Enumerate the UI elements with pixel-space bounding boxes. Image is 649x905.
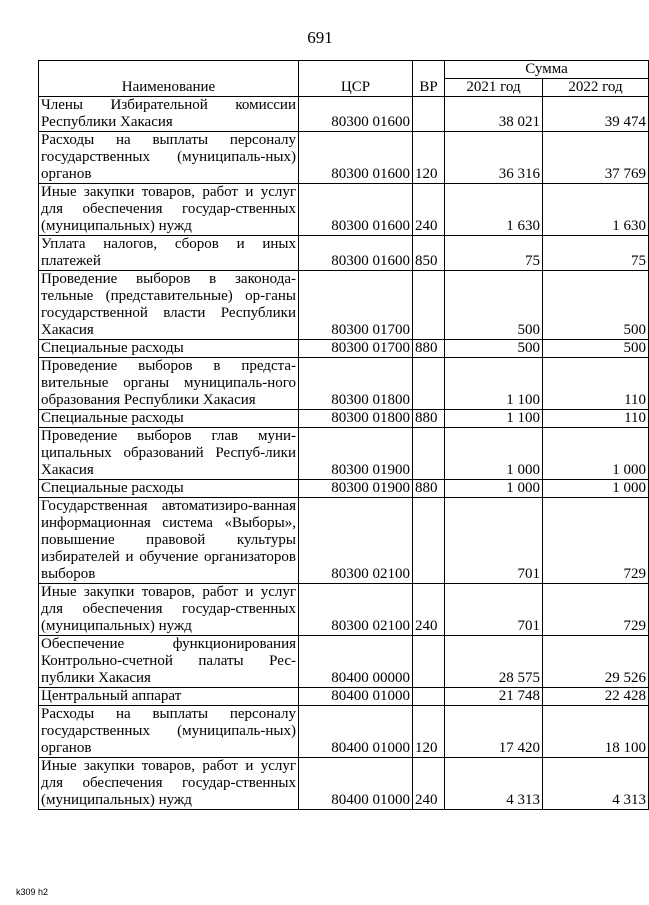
table-row xyxy=(39,236,649,271)
budget-table xyxy=(38,60,649,810)
row-amount-2022: 110 xyxy=(543,410,649,428)
row-amount-2022: 1 630 xyxy=(543,184,649,236)
row-amount-2022: 729 xyxy=(543,498,649,584)
table-row xyxy=(39,271,649,340)
row-name: Иные закупки товаров, работ и услуг для обеспечения государ-ственных (муниципальных) нужд xyxy=(39,584,299,636)
row-vr: 240 xyxy=(413,758,445,810)
table-body xyxy=(39,97,649,810)
row-amount-2022: 500 xyxy=(543,271,649,340)
row-vr xyxy=(413,271,445,340)
table-row xyxy=(39,132,649,184)
row-csr: 80400 01000 xyxy=(299,706,413,758)
row-amount-2021: 1 100 xyxy=(445,410,543,428)
row-name: Обеспечение функционирования Контрольно-счетной палаты Рес-публики Хакасия xyxy=(39,636,299,688)
row-amount-2021: 38 021 xyxy=(445,97,543,132)
row-csr: 80400 01000 xyxy=(299,758,413,810)
row-csr: 80300 01600 xyxy=(299,97,413,132)
row-name: Специальные расходы xyxy=(39,340,299,358)
row-csr: 80400 00000 xyxy=(299,636,413,688)
row-name: Проведение выборов в законода-тельные (представительные) ор-ганы государственной власти Республики Хакасия xyxy=(39,271,299,340)
row-vr xyxy=(413,688,445,706)
row-amount-2021: 1 100 xyxy=(445,358,543,410)
row-amount-2021: 1 000 xyxy=(445,428,543,480)
table-row xyxy=(39,410,649,428)
row-vr: 120 xyxy=(413,132,445,184)
row-vr: 880 xyxy=(413,410,445,428)
row-vr: 240 xyxy=(413,184,445,236)
row-csr: 80300 01600 xyxy=(299,236,413,271)
row-csr: 80300 01800 xyxy=(299,358,413,410)
row-amount-2022: 500 xyxy=(543,340,649,358)
row-amount-2022: 110 xyxy=(543,358,649,410)
row-amount-2021: 500 xyxy=(445,271,543,340)
row-csr: 80300 01700 xyxy=(299,271,413,340)
row-amount-2021: 36 316 xyxy=(445,132,543,184)
row-name: Государственная автоматизиро-ванная информационная система «Выборы», повышение правовой культуры избирателей и обучение организаторов выборов xyxy=(39,498,299,584)
row-amount-2021: 1 000 xyxy=(445,480,543,498)
row-vr: 240 xyxy=(413,584,445,636)
row-csr: 80400 01000 xyxy=(299,688,413,706)
table-row xyxy=(39,688,649,706)
row-amount-2021: 28 575 xyxy=(445,636,543,688)
row-amount-2021: 701 xyxy=(445,584,543,636)
row-csr: 80300 01700 xyxy=(299,340,413,358)
table-row xyxy=(39,636,649,688)
row-csr: 80300 01900 xyxy=(299,480,413,498)
row-csr: 80300 01600 xyxy=(299,184,413,236)
row-vr xyxy=(413,97,445,132)
table-row xyxy=(39,584,649,636)
row-vr xyxy=(413,428,445,480)
row-vr xyxy=(413,498,445,584)
row-name: Члены Избирательной комиссии Республики Хакасия xyxy=(39,97,299,132)
row-amount-2021: 17 420 xyxy=(445,706,543,758)
row-name: Проведение выборов глав муни-ципальных образований Респуб-лики Хакасия xyxy=(39,428,299,480)
row-name: Иные закупки товаров, работ и услуг для обеспечения государ-ственных (муниципальных) нужд xyxy=(39,758,299,810)
row-amount-2022: 729 xyxy=(543,584,649,636)
row-name: Иные закупки товаров, работ и услуг для обеспечения государ-ственных (муниципальных) нужд xyxy=(39,184,299,236)
row-name: Проведение выборов в предста-вительные органы муниципаль-ного образования Республики Хакасия xyxy=(39,358,299,410)
row-amount-2022: 39 474 xyxy=(543,97,649,132)
header-vr: ВР xyxy=(413,61,445,97)
table-row xyxy=(39,498,649,584)
row-vr: 120 xyxy=(413,706,445,758)
row-vr: 850 xyxy=(413,236,445,271)
row-amount-2022: 37 769 xyxy=(543,132,649,184)
row-name: Специальные расходы xyxy=(39,410,299,428)
table-header xyxy=(39,61,649,97)
row-csr: 80300 01600 xyxy=(299,132,413,184)
row-csr: 80300 02100 xyxy=(299,584,413,636)
table-row xyxy=(39,758,649,810)
header-csr: ЦСР xyxy=(299,61,413,97)
row-amount-2021: 4 313 xyxy=(445,758,543,810)
row-amount-2021: 75 xyxy=(445,236,543,271)
header-sum: Сумма xyxy=(445,61,649,79)
row-amount-2022: 18 100 xyxy=(543,706,649,758)
row-amount-2021: 1 630 xyxy=(445,184,543,236)
row-vr: 880 xyxy=(413,340,445,358)
row-amount-2022: 1 000 xyxy=(543,480,649,498)
page-number: 691 xyxy=(307,28,333,47)
header-year-2021: 2021 год xyxy=(445,79,543,97)
row-name: Центральный аппарат xyxy=(39,688,299,706)
row-amount-2021: 500 xyxy=(445,340,543,358)
header-year-2022: 2022 год xyxy=(543,79,649,97)
table-row xyxy=(39,184,649,236)
row-amount-2022: 22 428 xyxy=(543,688,649,706)
row-amount-2021: 701 xyxy=(445,498,543,584)
row-amount-2022: 4 313 xyxy=(543,758,649,810)
row-amount-2021: 21 748 xyxy=(445,688,543,706)
row-vr: 880 xyxy=(413,480,445,498)
table-row xyxy=(39,340,649,358)
row-name: Специальные расходы xyxy=(39,480,299,498)
header-name: Наименование xyxy=(39,61,299,97)
row-vr xyxy=(413,358,445,410)
row-csr: 80300 02100 xyxy=(299,498,413,584)
row-csr: 80300 01800 xyxy=(299,410,413,428)
row-amount-2022: 75 xyxy=(543,236,649,271)
footer-code: k309 h2 xyxy=(16,887,49,897)
table-row xyxy=(39,428,649,480)
row-vr xyxy=(413,636,445,688)
table-row xyxy=(39,358,649,410)
table-row xyxy=(39,97,649,132)
row-csr: 80300 01900 xyxy=(299,428,413,480)
table-row xyxy=(39,480,649,498)
row-amount-2022: 1 000 xyxy=(543,428,649,480)
row-name: Расходы на выплаты персоналу государственных (муниципаль-ных) органов xyxy=(39,132,299,184)
row-amount-2022: 29 526 xyxy=(543,636,649,688)
row-name: Расходы на выплаты персоналу государственных (муниципаль-ных) органов xyxy=(39,706,299,758)
row-name: Уплата налогов, сборов и иных платежей xyxy=(39,236,299,271)
table-row xyxy=(39,706,649,758)
